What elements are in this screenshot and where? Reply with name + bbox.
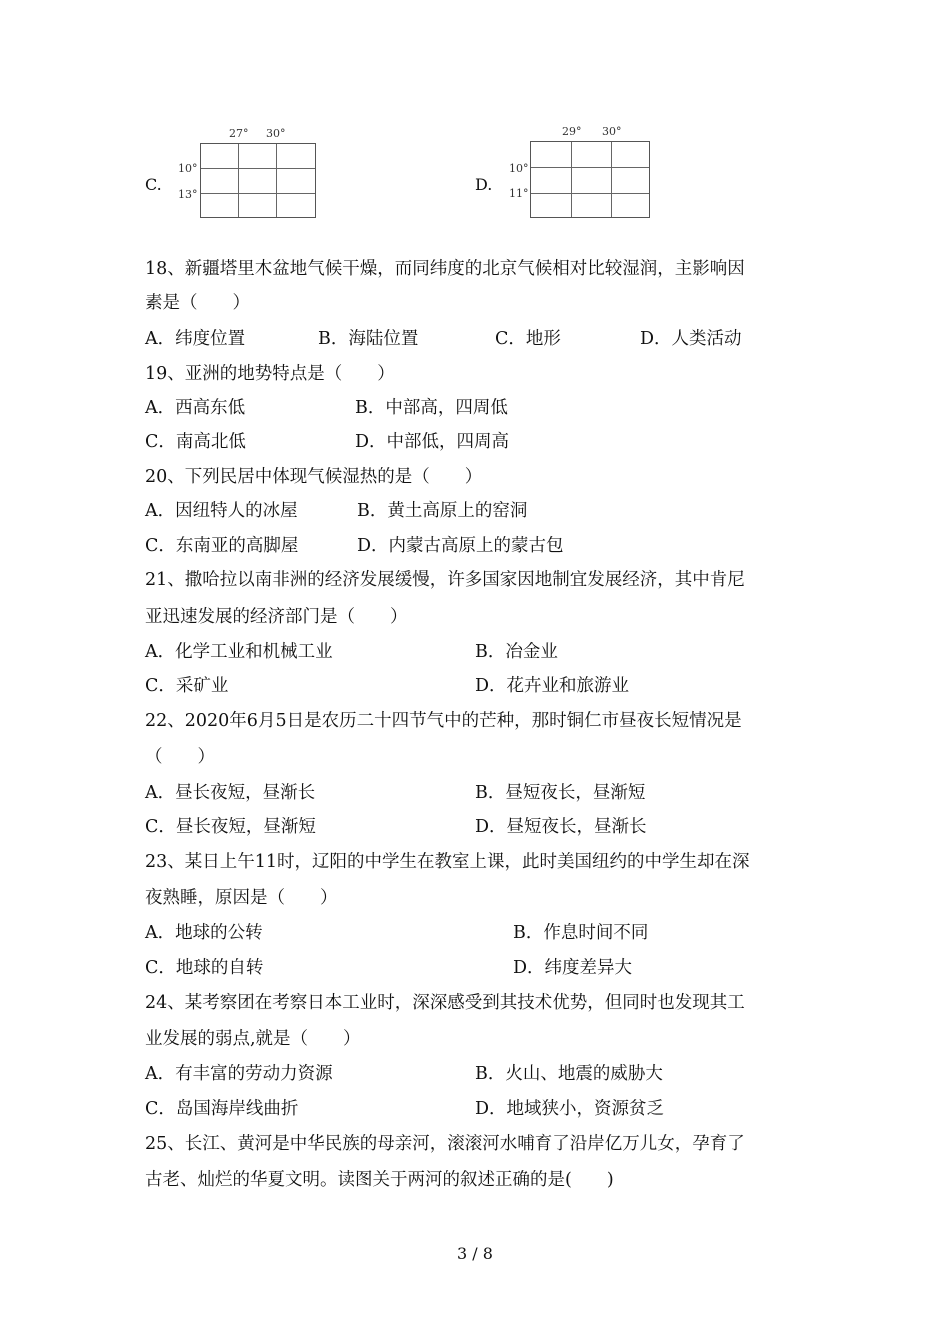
question-24-option-c: C．岛国海岸线曲折: [145, 1099, 299, 1119]
latitude-label: 11°: [509, 187, 529, 200]
question-24-stem-cont: 业发展的弱点,就是（ ）: [145, 1029, 361, 1049]
question-23-option-a: A．地球的公转: [145, 923, 263, 943]
question-18-stem: 18、新疆塔里木盆地气候干燥，而同纬度的北京气候相对比较湿润，主影响因: [145, 259, 745, 279]
longitude-label: 30°: [266, 127, 286, 140]
question-21-stem-cont: 亚迅速发展的经济部门是（ ）: [145, 607, 408, 627]
question-20-option-b: B．黄土高原上的窑洞: [357, 501, 528, 521]
question-23-option-b: B．作息时间不同: [513, 923, 649, 943]
question-23-stem-cont: 夜熟睡，原因是（ ）: [145, 888, 338, 908]
question-18-option-a: A．纬度位置: [145, 329, 246, 349]
question-20-option-c: C．东南亚的高脚屋: [145, 536, 299, 556]
question-18-option-d: D．人类活动: [640, 329, 742, 349]
question-19-stem: 19、亚洲的地势特点是（ ）: [145, 364, 395, 384]
question-23-option-d: D．纬度差异大: [513, 958, 633, 978]
question-18-stem-cont: 素是（ ）: [145, 293, 250, 313]
question-25-stem-cont: 古老、灿烂的华夏文明。读图关于两河的叙述正确的是( ): [145, 1170, 614, 1190]
question-21-option-b: B．冶金业: [475, 642, 558, 662]
grid-figure-c: [178, 125, 323, 225]
question-21-option-d: D．花卉业和旅游业: [475, 676, 630, 696]
grid-figure-d: [509, 125, 653, 225]
longitude-label: 27°: [229, 127, 249, 140]
question-21-stem: 21、撒哈拉以南非洲的经济发展缓慢，许多国家因地制宜发展经济，其中肯尼: [145, 570, 745, 590]
question-24-option-d: D．地域狭小，资源贫乏: [475, 1099, 665, 1119]
question-19-option-b: B．中部高，四周低: [355, 398, 508, 418]
question-19-option-c: C．南高北低: [145, 432, 246, 452]
question-22-stem: 22、2020年6月5日是农历二十四节气中的芒种，那时铜仁市昼夜长短情况是: [145, 711, 742, 731]
question-22-option-c: C．昼长夜短，昼渐短: [145, 817, 316, 837]
question-19-option-a: A．西高东低: [145, 398, 246, 418]
question-22-option-a: A．昼长夜短，昼渐长: [145, 783, 316, 803]
question-19-option-d: D．中部低，四周高: [355, 432, 510, 452]
question-25-stem: 25、长江、黄河是中华民族的母亲河，滚滚河水哺育了沿岸亿万儿女，孕育了: [145, 1134, 745, 1154]
question-18-option-b: B．海陆位置: [318, 329, 419, 349]
question-18-option-c: C．地形: [495, 329, 561, 349]
coordinate-grid: [200, 143, 316, 218]
question-24-option-b: B．火山、地震的威胁大: [475, 1064, 663, 1084]
option-c-label: C.: [145, 175, 162, 194]
question-24-stem: 24、某考察团在考察日本工业时，深深感受到其技术优势，但同时也发现其工: [145, 993, 745, 1013]
question-20-option-a: A．因纽特人的冰屋: [145, 501, 298, 521]
question-23-option-c: C．地球的自转: [145, 958, 264, 978]
question-22-option-b: B．昼短夜长，昼渐短: [475, 783, 646, 803]
latitude-label: 10°: [509, 162, 529, 175]
question-22-stem-cont: （ ）: [145, 747, 215, 767]
question-20-option-d: D．内蒙古高原上的蒙古包: [357, 536, 564, 556]
option-d-label: D.: [475, 175, 493, 194]
question-20-stem: 20、下列民居中体现气候湿热的是（ ）: [145, 467, 483, 487]
longitude-label: 30°: [602, 125, 622, 138]
latitude-label: 13°: [178, 188, 198, 201]
coordinate-grid: [530, 141, 650, 218]
page-number: 3 / 8: [457, 1244, 493, 1263]
question-23-stem: 23、某日上午11时，辽阳的中学生在教室上课，此时美国纽约的中学生却在深: [145, 852, 750, 872]
latitude-label: 10°: [178, 162, 198, 175]
question-21-option-c: C．采矿业: [145, 676, 229, 696]
question-22-option-d: D．昼短夜长，昼渐长: [475, 817, 647, 837]
longitude-label: 29°: [562, 125, 582, 138]
question-24-option-a: A．有丰富的劳动力资源: [145, 1064, 333, 1084]
question-21-option-a: A．化学工业和机械工业: [145, 642, 333, 662]
